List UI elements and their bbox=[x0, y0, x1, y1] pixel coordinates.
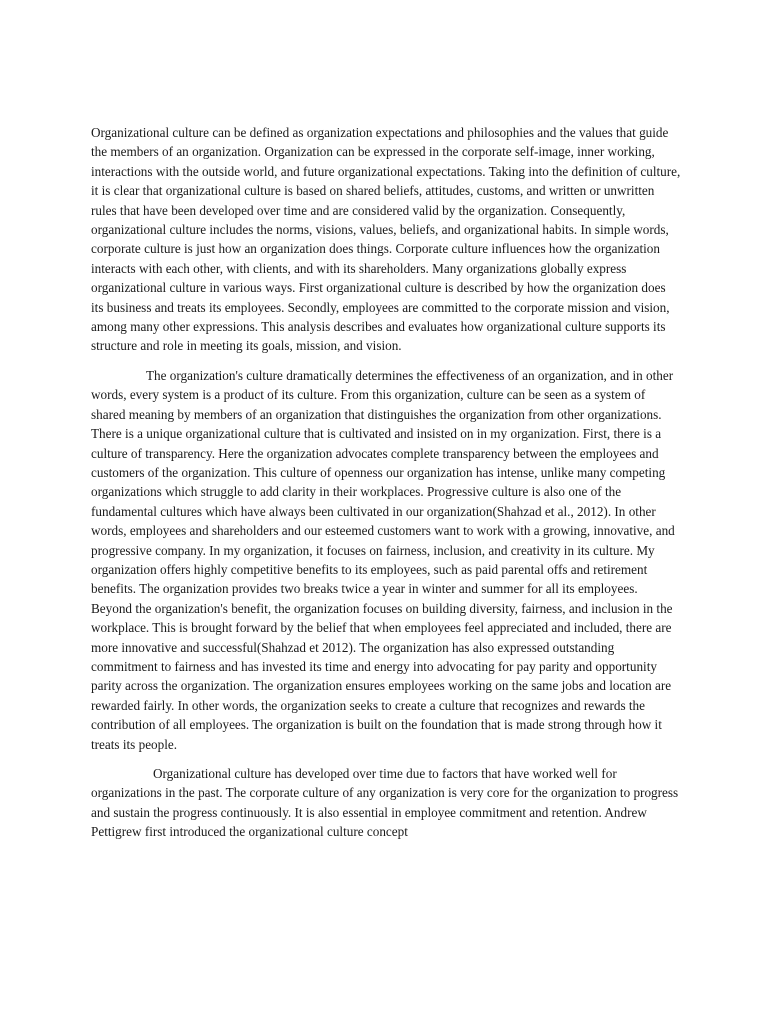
paragraph-1: Organizational culture can be defined as organization expectations and philosophies and the values that guide the members of an organization. Organization can be expressed in the corporate self-image, inner working, interactions with the outside world, and future organizational expectations. Taking into the definition of culture, it is clear that organizational culture is based on shared beliefs, attitudes, customs, and written or unwritten rules that have been developed over time and are considered valid by the organization. Consequently, organizational culture includes the norms, visions, values, beliefs, and organizational habits. In simple words, corporate culture is just how an organization does things. Corporate culture influences how the organization interacts with each other, with clients, and with its shareholders. Many organizations globally express organizational culture in various ways. First organizational culture is described by how the organization does its business and treats its employees. Secondly, employees are committed to the corporate mission and vision, among many other expressions. This analysis describes and evaluates how organizational culture supports its structure and role in meeting its goals, mission, and vision. bbox=[91, 125, 681, 354]
document-body bbox=[91, 123, 681, 852]
paragraph-3: Organizational culture has developed over time due to factors that have worked well for organizations in the past. The corporate culture of any organization is very core for the organization to progress and sustain the progress continuously. It is also essential in employee commitment and retention. Andrew Pettigrew first introduced the organizational culture concept bbox=[91, 766, 679, 840]
paragraph-2: The organization's culture dramatically determines the effectiveness of an organization, and in other words, every system is a product of its culture. From this organization, culture can be seen as a system of shared meaning by members of an organization that distinguishes the organization from other organizations. There is a unique organizational culture that is cultivated and insisted on in my organization. First, there is a culture of transparency. Here the organization advocates complete transparency between the employees and customers of the organization. This culture of openness our organization has intense, unlike many competing organizations which struggle to add clarity in their workplaces. Progressive culture is also one of the fundamental cultures which have always been cultivated in our organization(Shahzad et al., 2012). In other words, employees and shareholders and our esteemed customers want to work with a growing, innovative, and progressive company. In my organization, it focuses on fairness, inclusion, and creativity in its culture. My organization offers highly competitive benefits to its employees, such as paid parental offs and retirement benefits. The organization provides two breaks twice a year in winter and summer for all its employees. Beyond the organization's benefit, the organization focuses on building diversity, fairness, and inclusion in the workplace. This is brought forward by the belief that when employees feel appreciated and included, there are more innovative and successful(Shahzad et 2012). The organization has also expressed outstanding commitment to fairness and has invested its time and energy into advocating for pay parity and opportunity parity across the organization. The organization ensures employees working on the same jobs and location are rewarded fairly. In other words, the organization seeks to create a culture that recognizes and rewards the contribution of all employees. The organization is built on the foundation that is made strong through how it treats its people. bbox=[91, 367, 675, 752]
